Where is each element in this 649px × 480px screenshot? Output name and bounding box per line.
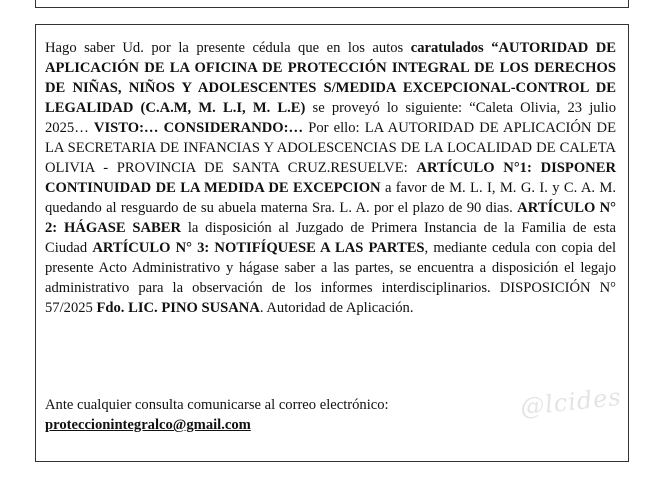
contact-instruction: Ante cualquier consulta comunicarse al correo electrónico: [45,397,389,413]
notice-bold-segment: ARTÍCULO N° 3: NOTIFÍQUESE A LAS PARTES [92,240,425,256]
notice-text-segment: se proveyó lo siguiente: “Caleta Olivia, 23 julio 2025… [45,100,616,136]
notice-bold-segment: ARTÍCULO N°1: DISPONER CONTINUIDAD DE LA MEDIDA DE EXCEPCION [45,160,616,196]
notice-bold-segment: ARTÍCULO N° 2: HÁGASE SABER [45,200,617,236]
notice-body-text [45,38,616,318]
notice-text-segment: Hago saber Ud. por la presente cédula que en los autos [45,40,411,56]
notice-text-segment: . Autoridad de Aplicación. [259,300,414,316]
notice-text-segment: Por ello: LA AUTORIDAD DE APLICACIÓN DE LA SECRETARIA DE INFANCIAS Y ADOLESCENCIAS DE LA LOCALIDAD DE CALETA OLIVIA - PROVINCIA DE SANTA CRUZ.RESUELVE: [45,120,616,176]
watermark-signature: @lcides [518,382,623,422]
contact-email-link[interactable]: proteccionintegralco@gmail.com [45,417,251,433]
notice-text-segment: a favor de M. L. I, M. G. I. y C. A. M. quedando al resguardo de su abuela materna Sra. L. A. por el plazo de 90 dias. [45,180,616,216]
notice-bold-segment: Fdo. LIC. PINO SUSANA [96,300,260,316]
notice-text-segment: la disposición al Juzgado de Primera Instancia de la Familia de esta Ciudad [45,220,616,256]
notice-bold-segment: VISTO:… CONSIDERANDO:… [93,120,304,136]
previous-section-border [35,0,629,8]
notice-bold-segment: caratulados “AUTORIDAD DE APLICACIÓN DE LA OFICINA DE PROTECCIÓN INTEGRAL DE LOS DERECHOS DE NIÑAS, NIÑOS Y ADOLESCENTES S/MEDIDA EXCEPCIONAL-CONTROL DE LEGALIDAD (C.A.M, M. L.I, M. L.E) [45,40,617,116]
notice-text-segment: , mediante cedula con copia del presente Acto Administrativo y hágase saber a las partes, se encuentra a disposición el legajo administrativo para la observación de los informes interdisciplinarios. DISPOSICIÓN N° 57/2025 [45,240,617,316]
